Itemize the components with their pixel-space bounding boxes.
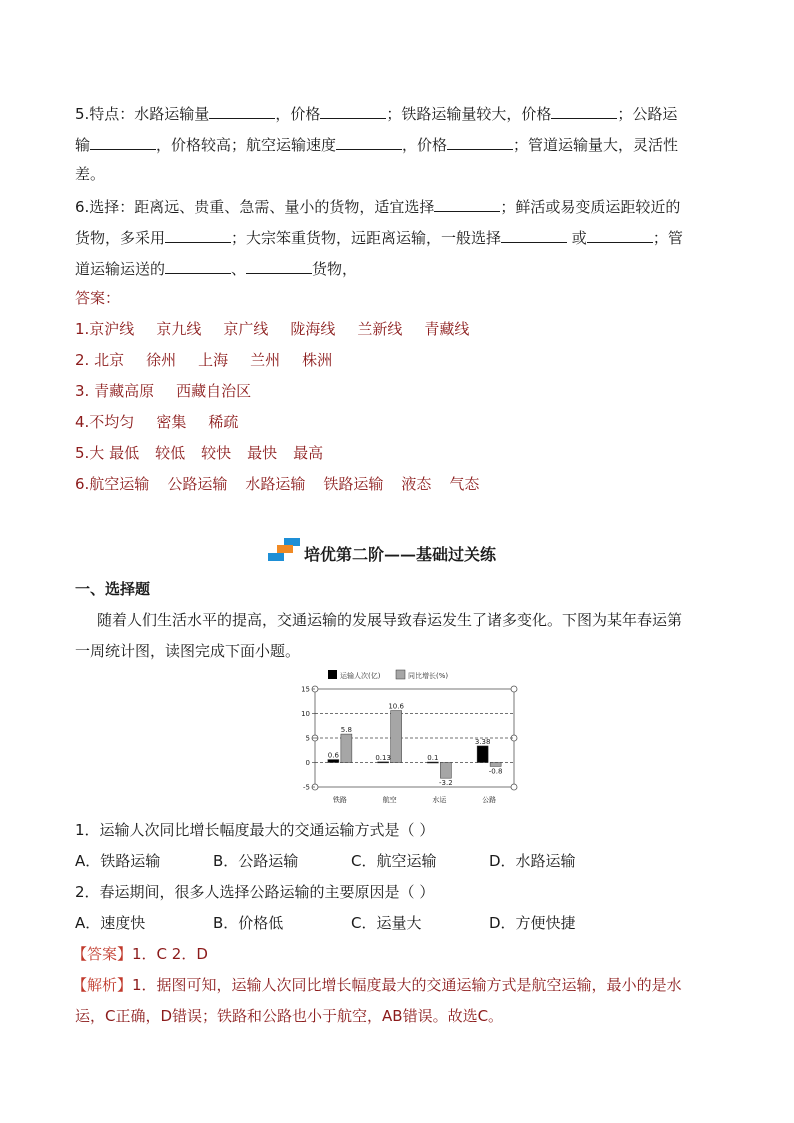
chart-legend <box>328 670 448 680</box>
part-heading: 一、选择题 <box>75 580 151 598</box>
answer-text: 1．C 2．D <box>132 945 208 963</box>
answer-row-1: 1.京沪线 京九线 京广线 陇海线 兰新线 青藏线 <box>75 320 470 338</box>
blank <box>336 133 402 150</box>
bar-1 <box>378 762 389 763</box>
bar-1 <box>427 762 438 763</box>
frame-handle <box>511 686 517 692</box>
answer-row-2: 2. 北京 徐州 上海 兰州 株洲 <box>75 351 333 369</box>
analysis-line-2: 运，C正确，D错误；铁路和公路也小于航空，AB错误。故选C。 <box>75 1007 504 1025</box>
y-tick-label: 5 <box>305 734 310 743</box>
q6-line-3: 道运输运送的 、 货物， <box>75 257 357 279</box>
q5-line-1: 5.特点：水路运输量 ，价格 ；铁路运输量较大，价格 ；公路运 <box>75 102 677 124</box>
answer-block <box>72 944 208 964</box>
y-tick-label: 0 <box>305 759 310 767</box>
option-d[interactable]: D．方便快捷 <box>489 914 576 932</box>
bar-2 <box>490 763 501 767</box>
answer-tag: 【答案】 <box>72 945 133 963</box>
blank <box>165 257 231 274</box>
bar-1 <box>477 746 488 763</box>
blank <box>209 102 275 119</box>
answer-row-6: 6.航空运输 公路运输 水路运输 铁路运输 液态 气态 <box>75 475 480 493</box>
answer-row-3: 3. 青藏高原 西藏自治区 <box>75 382 252 400</box>
bar-2 <box>341 734 352 762</box>
option-c[interactable]: C．航空运输 <box>351 852 437 870</box>
bar-2 <box>440 763 451 779</box>
data-label: 0.13 <box>375 753 391 762</box>
answer-row-5: 5.大 最低 较低 较快 最快 最高 <box>75 444 324 462</box>
blank <box>434 195 500 212</box>
y-tick-label: -5 <box>303 783 310 792</box>
question-1-options <box>75 851 627 871</box>
answers-label: 答案： <box>75 289 121 307</box>
blank <box>165 226 231 243</box>
q5-line-2: 输 ，价格较高；航空运输速度 ，价格 ；管道运输量大，灵活性 <box>75 133 678 155</box>
y-tick-label: 10 <box>301 710 310 718</box>
q6-line-1: 6.选择：距离远、贵重、急需、量小的货物，适宜选择 ；鲜活或易变质运距较近的 <box>75 195 680 217</box>
legend-swatch-series-2 <box>396 670 405 679</box>
q6-line-2: 货物，多采用 ；大宗笨重货物，远距离运输，一般选择 或 ；管 <box>75 226 683 248</box>
blank <box>551 102 617 119</box>
analysis-tag: 【解析】 <box>72 976 133 994</box>
legend-label-series-1: 运输人次(亿) <box>340 672 381 680</box>
x-tick-label: 水运 <box>432 796 447 804</box>
bar-1 <box>328 760 339 763</box>
blank <box>587 226 653 243</box>
question-2-stem: 2．春运期间，很多人选择公路运输的主要原因是（ ） <box>75 883 435 901</box>
y-tick-label: 15 <box>301 685 310 694</box>
q5-line-3: 差。 <box>75 165 106 183</box>
blank <box>320 102 386 119</box>
answer-row-4: 4.不均匀 密集 稀疏 <box>75 413 239 431</box>
option-b[interactable]: B．公路运输 <box>213 852 299 870</box>
analysis-line-1: 【解析】1．据图可知，运输人次同比增长幅度最大的交通运输方式是航空运输，最小的是水 <box>72 976 682 994</box>
data-label: -3.2 <box>439 779 453 788</box>
option-c[interactable]: C．运量大 <box>351 914 422 932</box>
data-label: 3.38 <box>474 737 491 746</box>
intro-line-2: 一周统计图，读图完成下面小题。 <box>75 642 301 660</box>
option-b[interactable]: B．价格低 <box>213 914 284 932</box>
data-label: 10.6 <box>388 702 404 711</box>
section-title: 培优第二阶——基础过关练 <box>304 545 497 564</box>
legend-swatch-series-1 <box>328 670 337 679</box>
option-a[interactable]: A．速度快 <box>75 914 146 932</box>
bar-2 <box>391 711 402 763</box>
blank <box>447 133 513 150</box>
question-2-options <box>75 913 627 933</box>
blank <box>501 226 567 243</box>
option-d[interactable]: D．水路运输 <box>489 852 576 870</box>
blank <box>90 133 156 150</box>
data-label: 5.8 <box>340 726 352 735</box>
legend-label-series-2: 同比增长(%) <box>408 672 449 680</box>
x-tick-label: 公路 <box>482 796 497 804</box>
intro-line-1: 随着人们生活水平的提高，交通运输的发展导致春运发生了诸多变化。下图为某年春运第 <box>97 611 683 629</box>
question-1-stem: 1．运输人次同比增长幅度最大的交通运输方式是（ ） <box>75 821 435 839</box>
data-label: -0.8 <box>488 767 503 776</box>
data-label: 0.1 <box>427 754 439 763</box>
steps-icon <box>268 538 302 566</box>
x-tick-label: 航空 <box>382 796 397 804</box>
data-label: 0.6 <box>327 751 339 760</box>
blank <box>246 257 312 274</box>
x-tick-label: 铁路 <box>332 796 347 804</box>
bar-chart <box>292 664 522 812</box>
frame-handle <box>511 784 517 790</box>
option-a[interactable]: A．铁路运输 <box>75 852 161 870</box>
